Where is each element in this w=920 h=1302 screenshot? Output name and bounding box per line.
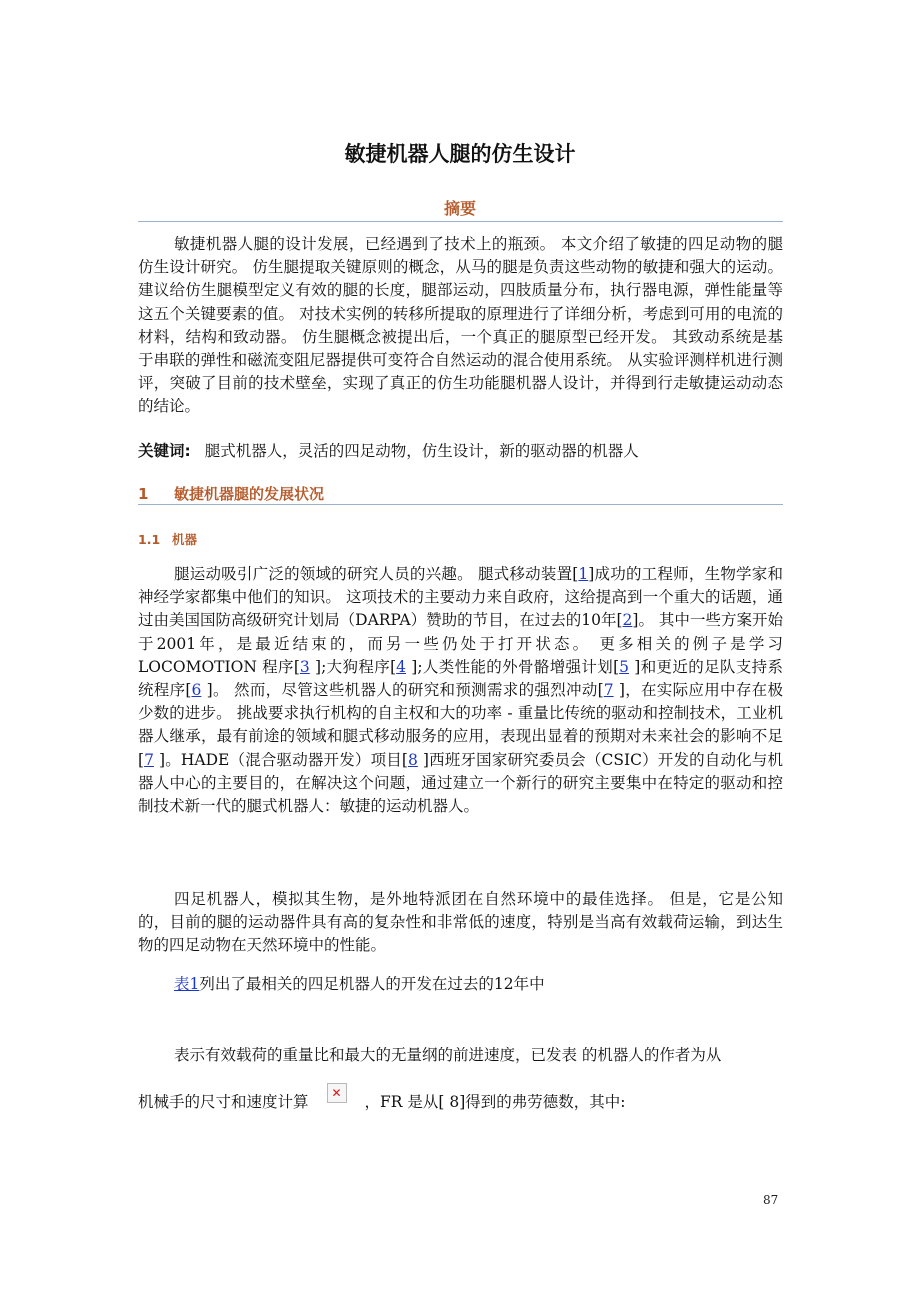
section-divider: [138, 504, 783, 505]
subsection-title: 机器: [172, 532, 198, 547]
keywords-text: 腿式机器人，灵活的四足动物，仿生设计，新的驱动器的机器人: [204, 442, 639, 460]
section-heading: [138, 483, 324, 504]
citation-link[interactable]: 5: [619, 657, 630, 676]
subsection-number: 1.1: [138, 532, 161, 547]
abstract-heading: 摘要: [443, 199, 476, 218]
page-number: 87: [763, 1193, 779, 1207]
table-link[interactable]: 表1: [174, 975, 200, 993]
text-run: ]。 其中一些方案开始于2001年，是最近结束的，而另一些仍处于打开状态。 更多相关的例子是学习 LOCOMOTION 程序[: [138, 611, 783, 676]
text-run: 腿运动吸引广泛的领域的研究人员的兴趣。 腿式移动装置[: [174, 565, 579, 583]
paragraph-payload: 表示有效载荷的重量比和最大的无量纲的前进速度，已发表 的机器人的作者为从: [174, 1046, 722, 1064]
abstract-text: 敏捷机器人腿的设计发展，已经遇到了技术上的瓶颈。 本文介绍了敏捷的四足动物的腿仿生设计研究。 仿生腿提取关键原则的概念，从马的腿是负责这些动物的敏捷和强大的运动。 建议给仿生腿模型定义有效的腿的长度，腿部运动，四肢质量分布，执行器电源，弹性能量等这五个关键要素的值。 对技术实例的转移所提取的原理进行了详细分析，考虑到可用的电流的材料，结构和致动器。 仿生腿概念被提出后，一个真正的腿原型已经开发。 其致动系统是基于串联的弹性和磁流变阻尼器提供可变符合自然运动的混合使用系统。 从实验评测样机进行测评，突破了目前的技术壁垒，实现了真正的仿生功能腿机器人设计，并得到行走敏捷运动动态的结论。: [138, 235, 783, 416]
section-number: 1: [138, 485, 149, 503]
text-run: ]。HADE（混合驱动器开发）项目[: [153, 750, 408, 769]
citation-link[interactable]: 3: [299, 657, 310, 676]
citation-link[interactable]: 7: [144, 750, 154, 769]
text-run: ]成功的工程师，生物学家和神经学家都集中他们的知识。 这项技术的主要动力来自政府，这给提高到一个重大的话题，通过由美国国防高级研究计划局（DARPA）赞助的节目，在过去的10年[: [138, 565, 783, 630]
citation-link[interactable]: 1: [578, 565, 589, 583]
citation-link[interactable]: 8: [407, 750, 418, 769]
paragraph-formula: [138, 1086, 783, 1115]
section-title: 敏捷机器腿的发展状况: [174, 485, 325, 503]
text-run: ]。 然而，尽管这些机器人的研究和预测需求的强烈冲动[: [201, 681, 604, 700]
citation-link[interactable]: 2: [622, 611, 633, 630]
paragraph-quadruped: 四足机器人，模拟其生物，是外地特派团在自然环境中的最佳选择。 但是，它是公知的，目前的腿的运动器件具有高的复杂性和非常低的速度，特别是当高有效载荷运输，到达生物的四足动物在天然环境中的性能。: [138, 890, 783, 955]
abstract-divider: [138, 221, 783, 222]
citation-link[interactable]: 6: [191, 681, 202, 700]
keywords-line: [138, 440, 783, 463]
text-run: 机械手的尺寸和速度计算: [138, 1093, 309, 1111]
subsection-heading: [138, 530, 197, 548]
text-run: ];大狗程序[: [309, 657, 397, 676]
paragraph-intro: [138, 563, 783, 818]
text-run: ]，在实际应用中存在极少数的进步。 挑战要求执行机构的自主权和大的功率 - 重量比传统的驱动和控制技术，工业机器人继承，最有前途的领域和腿式移动服务的应用，表现出显着的预期对未来社会的影响不足[: [138, 681, 783, 769]
citation-link[interactable]: 7: [603, 681, 614, 700]
text-run: ]西班牙国家研究委员会（CSIC）开发的自动化与机器人中心的主要目的，在解决这个问题，通过建立一个新行的研究主要集中在特定的驱动和控制技术新一代的腿式机器人：敏捷的运动机器人。: [138, 750, 783, 816]
document-title: 敏捷机器人腿的仿生设计: [344, 142, 576, 166]
citation-link[interactable]: 4: [396, 657, 406, 676]
text-run: 列出了最相关的四足机器人的开发在过去的12年中: [199, 975, 545, 993]
paragraph-table-ref: [138, 973, 783, 996]
text-run: ，FR 是从[ 8]得到的弗劳德数，其中:: [364, 1093, 626, 1111]
text-run: ];人类性能的外骨骼增强计划[: [406, 657, 620, 676]
keywords-label: 关键词:: [138, 442, 191, 460]
text-run: ]和更近的足队支持系统程序[: [138, 657, 783, 700]
broken-image-icon: ✕: [327, 1083, 347, 1103]
